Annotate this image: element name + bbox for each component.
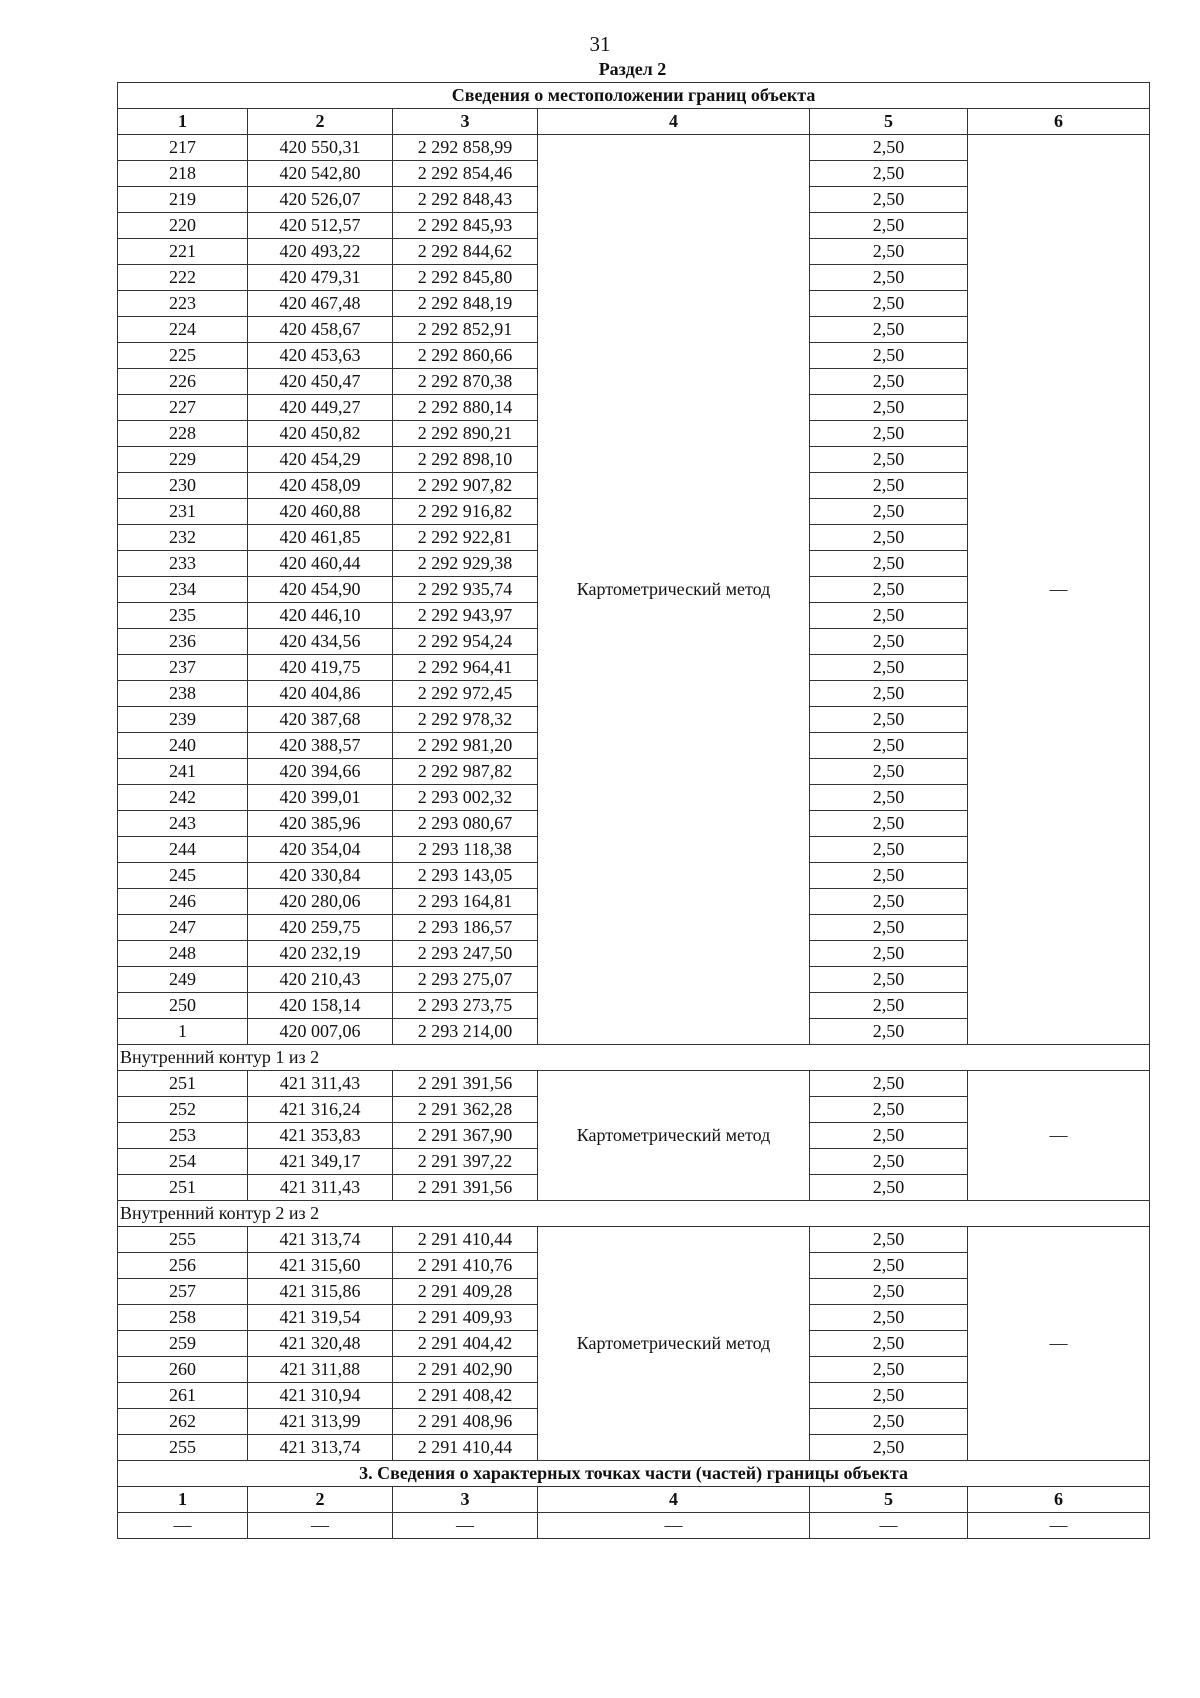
x-coordinate-cell: 420 450,47 [248,369,393,395]
y-coordinate-cell: 2 292 964,41 [393,655,538,681]
point-number-cell: 248 [118,941,248,967]
point-number-cell: 244 [118,837,248,863]
accuracy-cell: 2,50 [810,603,968,629]
accuracy-cell: 2,50 [810,1149,968,1175]
x-coordinate-cell: 421 311,88 [248,1357,393,1383]
part3-header-row [118,1487,1150,1513]
accuracy-cell: 2,50 [810,1071,968,1097]
y-coordinate-cell: 2 291 362,28 [393,1097,538,1123]
x-coordinate-cell: 420 354,04 [248,837,393,863]
x-coordinate-cell: 420 399,01 [248,785,393,811]
accuracy-cell: 2,50 [810,395,968,421]
x-coordinate-cell: 420 550,31 [248,135,393,161]
x-coordinate-cell: 420 387,68 [248,707,393,733]
accuracy-cell: 2,50 [810,1253,968,1279]
point-number-cell: 255 [118,1435,248,1461]
column-header: 1 [118,109,248,135]
table-caption: Сведения о местоположении границ объекта [118,83,1150,109]
y-coordinate-cell: 2 292 972,45 [393,681,538,707]
x-coordinate-cell: 420 394,66 [248,759,393,785]
point-number-cell: 234 [118,577,248,603]
contour-label: Внутренний контур 2 из 2 [118,1201,1150,1227]
y-coordinate-cell: 2 292 860,66 [393,343,538,369]
y-coordinate-cell: 2 292 848,43 [393,187,538,213]
y-coordinate-cell: 2 292 890,21 [393,421,538,447]
point-number-cell: 251 [118,1071,248,1097]
point-number-cell: 222 [118,265,248,291]
y-coordinate-cell: 2 292 929,38 [393,551,538,577]
x-coordinate-cell: 420 512,57 [248,213,393,239]
x-coordinate-cell: 420 526,07 [248,187,393,213]
empty-cell: — [968,1513,1150,1539]
point-number-cell: 258 [118,1305,248,1331]
contour-label: Внутренний контур 1 из 2 [118,1045,1150,1071]
y-coordinate-cell: 2 291 391,56 [393,1071,538,1097]
y-coordinate-cell: 2 291 410,44 [393,1227,538,1253]
y-coordinate-cell: 2 292 898,10 [393,447,538,473]
column-header: 5 [810,109,968,135]
y-coordinate-cell: 2 292 954,24 [393,629,538,655]
y-coordinate-cell: 2 292 845,93 [393,213,538,239]
x-coordinate-cell: 421 315,60 [248,1253,393,1279]
x-coordinate-cell: 420 158,14 [248,993,393,1019]
point-number-cell: 260 [118,1357,248,1383]
accuracy-cell: 2,50 [810,1331,968,1357]
empty-cell: — [810,1513,968,1539]
x-coordinate-cell: 421 349,17 [248,1149,393,1175]
method-cell: Картометрический метод [538,1227,810,1461]
point-number-cell: 228 [118,421,248,447]
point-number-cell: 238 [118,681,248,707]
x-coordinate-cell: 420 479,31 [248,265,393,291]
y-coordinate-cell: 2 292 858,99 [393,135,538,161]
empty-cell: — [118,1513,248,1539]
accuracy-cell: 2,50 [810,239,968,265]
accuracy-cell: 2,50 [810,1305,968,1331]
accuracy-cell: 2,50 [810,941,968,967]
point-number-cell: 230 [118,473,248,499]
x-coordinate-cell: 421 313,74 [248,1227,393,1253]
y-coordinate-cell: 2 293 002,32 [393,785,538,811]
accuracy-cell: 2,50 [810,863,968,889]
y-coordinate-cell: 2 291 410,44 [393,1435,538,1461]
x-coordinate-cell: 420 458,09 [248,473,393,499]
point-number-cell: 239 [118,707,248,733]
y-coordinate-cell: 2 292 916,82 [393,499,538,525]
x-coordinate-cell: 420 458,67 [248,317,393,343]
point-number-cell: 255 [118,1227,248,1253]
x-coordinate-cell: 421 313,74 [248,1435,393,1461]
point-number-cell: 242 [118,785,248,811]
x-coordinate-cell: 420 259,75 [248,915,393,941]
point-number-cell: 254 [118,1149,248,1175]
contour-label-row [118,1045,1150,1071]
x-coordinate-cell: 420 542,80 [248,161,393,187]
x-coordinate-cell: 420 419,75 [248,655,393,681]
y-coordinate-cell: 2 292 844,62 [393,239,538,265]
y-coordinate-cell: 2 292 854,46 [393,161,538,187]
accuracy-cell: 2,50 [810,1357,968,1383]
part3-caption-row [118,1461,1150,1487]
column-header: 4 [538,1487,810,1513]
point-number-cell: 233 [118,551,248,577]
y-coordinate-cell: 2 293 164,81 [393,889,538,915]
point-number-cell: 226 [118,369,248,395]
point-number-cell: 259 [118,1331,248,1357]
boundary-coordinates-table [117,82,1150,1539]
accuracy-cell: 2,50 [810,759,968,785]
accuracy-cell: 2,50 [810,915,968,941]
point-number-cell: 261 [118,1383,248,1409]
empty-cell: — [393,1513,538,1539]
y-coordinate-cell: 2 291 409,28 [393,1279,538,1305]
column-header: 1 [118,1487,248,1513]
table-caption-row [118,83,1150,109]
column6-cell: — [968,1071,1150,1201]
accuracy-cell: 2,50 [810,629,968,655]
x-coordinate-cell: 420 460,44 [248,551,393,577]
point-number-cell: 224 [118,317,248,343]
point-number-cell: 262 [118,1409,248,1435]
x-coordinate-cell: 420 385,96 [248,811,393,837]
point-number-cell: 235 [118,603,248,629]
point-number-cell: 257 [118,1279,248,1305]
y-coordinate-cell: 2 292 981,20 [393,733,538,759]
x-coordinate-cell: 421 353,83 [248,1123,393,1149]
accuracy-cell: 2,50 [810,785,968,811]
point-number-cell: 1 [118,1019,248,1045]
y-coordinate-cell: 2 292 880,14 [393,395,538,421]
x-coordinate-cell: 420 449,27 [248,395,393,421]
y-coordinate-cell: 2 293 118,38 [393,837,538,863]
accuracy-cell: 2,50 [810,317,968,343]
y-coordinate-cell: 2 292 870,38 [393,369,538,395]
accuracy-cell: 2,50 [810,525,968,551]
y-coordinate-cell: 2 292 987,82 [393,759,538,785]
method-cell: Картометрический метод [538,1071,810,1201]
point-number-cell: 247 [118,915,248,941]
accuracy-cell: 2,50 [810,993,968,1019]
x-coordinate-cell: 420 330,84 [248,863,393,889]
method-cell: Картометрический метод [538,135,810,1045]
section-title: Раздел 2 [598,59,667,79]
y-coordinate-cell: 2 293 247,50 [393,941,538,967]
x-coordinate-cell: 420 434,56 [248,629,393,655]
x-coordinate-cell: 420 454,90 [248,577,393,603]
table-row [118,1227,1150,1253]
x-coordinate-cell: 421 313,99 [248,1409,393,1435]
point-number-cell: 220 [118,213,248,239]
point-number-cell: 236 [118,629,248,655]
y-coordinate-cell: 2 291 408,42 [393,1383,538,1409]
column-header: 5 [810,1487,968,1513]
accuracy-cell: 2,50 [810,187,968,213]
empty-cell: — [248,1513,393,1539]
x-coordinate-cell: 420 446,10 [248,603,393,629]
y-coordinate-cell: 2 293 186,57 [393,915,538,941]
x-coordinate-cell: 420 450,82 [248,421,393,447]
y-coordinate-cell: 2 291 404,42 [393,1331,538,1357]
point-number-cell: 223 [118,291,248,317]
column-header: 4 [538,109,810,135]
table-row [118,135,1150,161]
x-coordinate-cell: 420 460,88 [248,499,393,525]
accuracy-cell: 2,50 [810,343,968,369]
x-coordinate-cell: 421 311,43 [248,1071,393,1097]
y-coordinate-cell: 2 292 907,82 [393,473,538,499]
empty-cell: — [538,1513,810,1539]
x-coordinate-cell: 421 316,24 [248,1097,393,1123]
column6-cell: — [968,1227,1150,1461]
accuracy-cell: 2,50 [810,1409,968,1435]
column-header: 6 [968,1487,1150,1513]
accuracy-cell: 2,50 [810,1279,968,1305]
point-number-cell: 241 [118,759,248,785]
point-number-cell: 249 [118,967,248,993]
column-header: 2 [248,1487,393,1513]
accuracy-cell: 2,50 [810,265,968,291]
x-coordinate-cell: 420 453,63 [248,343,393,369]
accuracy-cell: 2,50 [810,1383,968,1409]
y-coordinate-cell: 2 293 143,05 [393,863,538,889]
point-number-cell: 256 [118,1253,248,1279]
x-coordinate-cell: 420 280,06 [248,889,393,915]
accuracy-cell: 2,50 [810,551,968,577]
x-coordinate-cell: 421 319,54 [248,1305,393,1331]
y-coordinate-cell: 2 291 408,96 [393,1409,538,1435]
column-header: 2 [248,109,393,135]
accuracy-cell: 2,50 [810,1435,968,1461]
y-coordinate-cell: 2 291 391,56 [393,1175,538,1201]
accuracy-cell: 2,50 [810,837,968,863]
accuracy-cell: 2,50 [810,421,968,447]
accuracy-cell: 2,50 [810,707,968,733]
point-number-cell: 231 [118,499,248,525]
point-number-cell: 243 [118,811,248,837]
y-coordinate-cell: 2 291 397,22 [393,1149,538,1175]
y-coordinate-cell: 2 292 848,19 [393,291,538,317]
part3-empty-row [118,1513,1150,1539]
y-coordinate-cell: 2 293 275,07 [393,967,538,993]
accuracy-cell: 2,50 [810,1019,968,1045]
accuracy-cell: 2,50 [810,291,968,317]
y-coordinate-cell: 2 292 852,91 [393,317,538,343]
accuracy-cell: 2,50 [810,733,968,759]
y-coordinate-cell: 2 293 273,75 [393,993,538,1019]
point-number-cell: 251 [118,1175,248,1201]
column-header: 3 [393,109,538,135]
x-coordinate-cell: 420 404,86 [248,681,393,707]
y-coordinate-cell: 2 291 367,90 [393,1123,538,1149]
point-number-cell: 217 [118,135,248,161]
x-coordinate-cell: 420 388,57 [248,733,393,759]
y-coordinate-cell: 2 291 409,93 [393,1305,538,1331]
point-number-cell: 225 [118,343,248,369]
accuracy-cell: 2,50 [810,135,968,161]
point-number-cell: 240 [118,733,248,759]
accuracy-cell: 2,50 [810,655,968,681]
y-coordinate-cell: 2 293 214,00 [393,1019,538,1045]
y-coordinate-cell: 2 291 402,90 [393,1357,538,1383]
point-number-cell: 250 [118,993,248,1019]
contour-label-row [118,1201,1150,1227]
point-number-cell: 252 [118,1097,248,1123]
table-row [118,1071,1150,1097]
x-coordinate-cell: 420 461,85 [248,525,393,551]
accuracy-cell: 2,50 [810,447,968,473]
accuracy-cell: 2,50 [810,499,968,525]
accuracy-cell: 2,50 [810,473,968,499]
y-coordinate-cell: 2 292 978,32 [393,707,538,733]
y-coordinate-cell: 2 291 410,76 [393,1253,538,1279]
point-number-cell: 237 [118,655,248,681]
column-header: 6 [968,109,1150,135]
x-coordinate-cell: 420 232,19 [248,941,393,967]
x-coordinate-cell: 421 315,86 [248,1279,393,1305]
accuracy-cell: 2,50 [810,967,968,993]
part3-caption: 3. Сведения о характерных точках части (частей) границы объекта [118,1461,1150,1487]
x-coordinate-cell: 420 493,22 [248,239,393,265]
point-number-cell: 218 [118,161,248,187]
x-coordinate-cell: 421 310,94 [248,1383,393,1409]
x-coordinate-cell: 420 007,06 [248,1019,393,1045]
accuracy-cell: 2,50 [810,811,968,837]
accuracy-cell: 2,50 [810,1097,968,1123]
y-coordinate-cell: 2 292 935,74 [393,577,538,603]
x-coordinate-cell: 420 210,43 [248,967,393,993]
accuracy-cell: 2,50 [810,681,968,707]
point-number-cell: 245 [118,863,248,889]
column6-cell: — [968,135,1150,1045]
accuracy-cell: 2,50 [810,161,968,187]
accuracy-cell: 2,50 [810,1175,968,1201]
x-coordinate-cell: 420 467,48 [248,291,393,317]
y-coordinate-cell: 2 292 922,81 [393,525,538,551]
point-number-cell: 246 [118,889,248,915]
point-number-cell: 219 [118,187,248,213]
y-coordinate-cell: 2 292 943,97 [393,603,538,629]
accuracy-cell: 2,50 [810,889,968,915]
column-header-row [118,109,1150,135]
y-coordinate-cell: 2 292 845,80 [393,265,538,291]
x-coordinate-cell: 421 320,48 [248,1331,393,1357]
accuracy-cell: 2,50 [810,369,968,395]
column-header: 3 [393,1487,538,1513]
x-coordinate-cell: 421 311,43 [248,1175,393,1201]
point-number-cell: 232 [118,525,248,551]
accuracy-cell: 2,50 [810,1123,968,1149]
y-coordinate-cell: 2 293 080,67 [393,811,538,837]
point-number-cell: 229 [118,447,248,473]
point-number-cell: 253 [118,1123,248,1149]
page-number: 31 [589,32,611,56]
accuracy-cell: 2,50 [810,1227,968,1253]
point-number-cell: 221 [118,239,248,265]
accuracy-cell: 2,50 [810,577,968,603]
x-coordinate-cell: 420 454,29 [248,447,393,473]
accuracy-cell: 2,50 [810,213,968,239]
point-number-cell: 227 [118,395,248,421]
